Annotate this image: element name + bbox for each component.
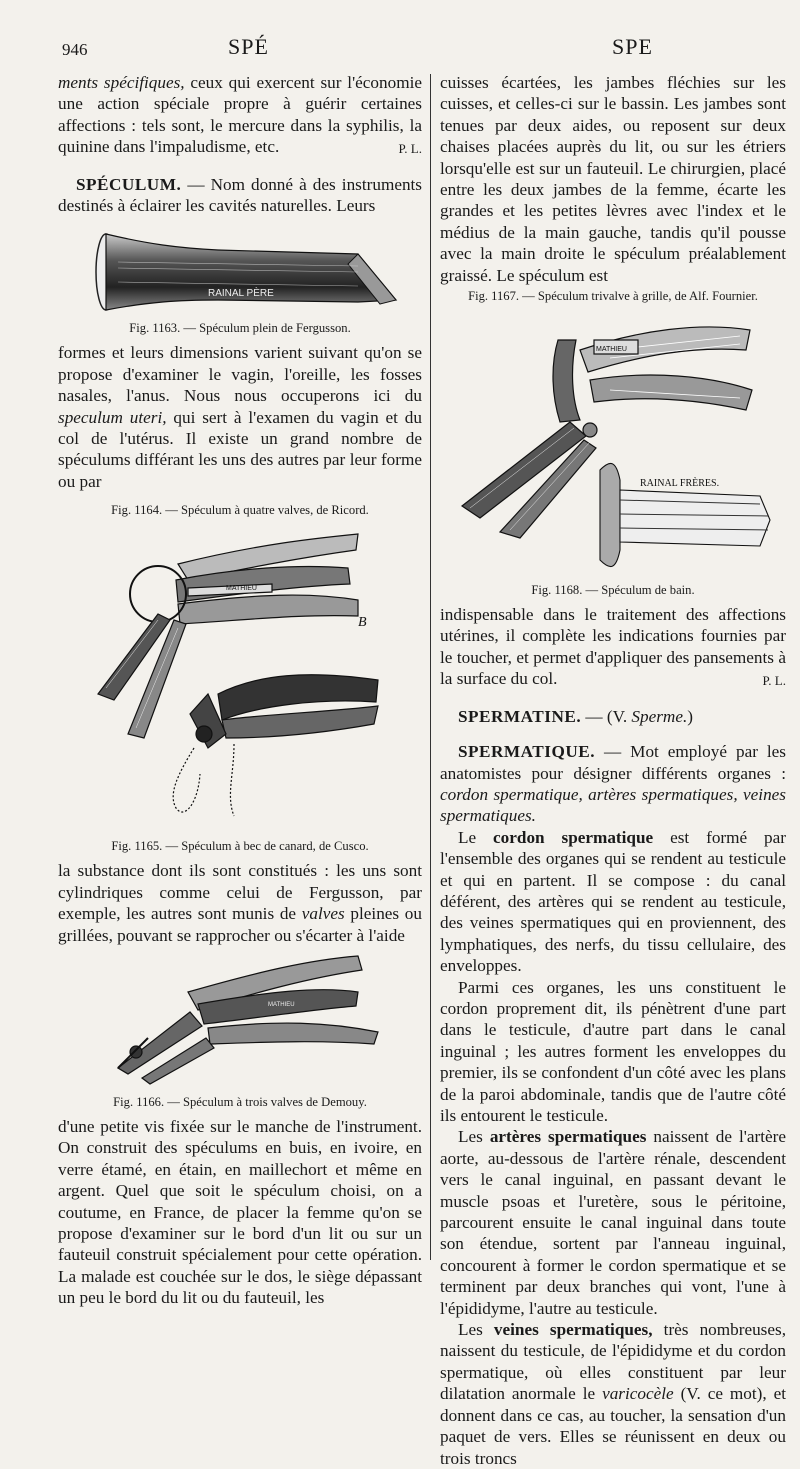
column-divider — [430, 74, 431, 1260]
maker-mark: MATHIEU — [268, 1001, 295, 1008]
maker-mark: MATHIEU — [226, 585, 257, 593]
author-signature: P. L. — [398, 141, 422, 157]
page-number: 946 — [62, 40, 88, 59]
paragraph-vis: d'une petite vis fixée sur le manche de l'instrument. On construit des spéculums en buis, en ivoire, en verre étamé, en étain, en maillechort et même en argent. Quel que soit le spéculum choisi, on a coutume, en France, de placer la femme qu'on se propose d'examiner sur le bord d'un lit ou sur un fauteuil construit spécialement pour cette opération. La malade est couchée sur le dos, le siège dépassant un peu le bord du lit ou du fauteuil, les — [58, 1116, 422, 1308]
paragraph-indispensable: indispensable dans le traitement des affections utérines, il complète les indications fournies par le toucher, et permet d'appliquer des pansements à la surface du col. P. L. — [440, 604, 786, 690]
running-header — [0, 30, 800, 60]
paragraph-formes: formes et leurs dimensions varient suivant qu'on se propose d'examiner le vagin, l'oreille, les fosses nasales, l'anus. Nous nous occuperons ici du speculum uteri, qui sert à l'examen du vagin et du col de l'utérus. Il existe un grand nombre de spéculums différant les uns des autres par leur forme ou par — [58, 343, 422, 491]
maker-mark: MATHIEU — [596, 346, 627, 354]
figure-1164-caption: Fig. 1164. — Spéculum à quatre valves, de Ricord. — [111, 503, 369, 518]
paragraph-cordon: Le cordon spermatique est formé par l'ensemble des organes qui se rendent au testicule et qui en partent. Il se compose : du canal déférent, des artères qui se rendent au testicule, des veines spermatiques qui en proviennent, des lymphatiques, des nerfs, du tissu cellulaire, des enveloppes. — [440, 827, 786, 976]
paragraph-organes: Parmi ces organes, les uns constituent le cordon proprement dit, ils pénètrent d'une part dans le testicule, d'autre part dans le canal inguinal ; les autres forment les enveloppes du premier, ils se confondent d'un côté avec les plans de la paroi abdominale, tandis que de l'autre côté ils entourent le testicule. — [440, 977, 786, 1125]
paragraph-substance: la substance dont ils sont constitués : les uns sont cylindriques comme celui de Fergusson, par exemple, les autres sont munis de valves pleines ou grillées, pouvant se rapprocher ou s'écarter à l'aide — [58, 861, 422, 945]
figure-letter: B — [358, 615, 367, 631]
paragraph-arteres: Les artères spermatiques naissent de l'artère aorte, au-dessous de l'artère rénale, descendent vers le canal inguinal, en passant devant le muscle psoas et l'uretère, sous le péritoine, parcourent ensuite le canal inguinal dans toute son étendue, sortent par l'anneau inguinal, concourent à former le cordon spermatique et se terminent par deux branches qui vont, l'une à l'épididyme, l'autre au testicule. — [440, 1127, 787, 1318]
right-column — [440, 72, 786, 1469]
entry-headword: SPÉCULUM. — [76, 174, 182, 194]
author-signature: P. L. — [762, 673, 786, 689]
left-column — [58, 72, 422, 1309]
fournier-bath-speculum-illustration — [440, 310, 786, 580]
figure-1163 — [58, 222, 422, 336]
entry-speculum: SPÉCULUM. — Nom donné à des instruments destinés à éclairer les cavités naturelles. Leurs — [58, 174, 422, 216]
figure-1167-caption: Fig. 1167. — Spéculum trivalve à grille, de Alf. Fournier. — [468, 289, 758, 304]
figure-caption: Fig. 1163. — Spéculum plein de Fergusson. — [129, 321, 351, 336]
running-head-left: SPÉ — [228, 34, 269, 59]
paragraph-specifiques: ments spécifiques, ceux qui exercent sur l'économie une action spéciale propre à guérir certaines affections : tels sont, le mercure dans la syphilis, la quinine dans l'impaludisme, etc. P. L. — [58, 72, 422, 158]
paragraph-cuisses: cuisses écartées, les jambes fléchies sur les cuisses, et celles-ci sur le bassin. Les jambes sont tenues par deux aides, ou reposent sur deux chaises placées auprès du lit, ou sur les étriers lorsqu'elle est sur un fauteuil. Le chirurgien, placé entre les deux jambes de la femme, écarte les grandes et les petites lèvres avec l'index et le médius de la main gauche, tandis qu'il pousse avec la main droite le spéculum préalablement graissé. Le spéculum est — [440, 73, 786, 285]
entry-headword: SPERMATINE. — [458, 706, 582, 726]
figure-1166 — [58, 952, 422, 1110]
entry-headword: SPERMATIQUE. — [458, 742, 595, 762]
maker-mark: RAINAL PÈRE — [208, 288, 274, 300]
entry-spermatique: SPERMATIQUE. — Mot employé par les anatomistes pour désigner différents organes : cordon spermatique, artères spermatiques, veines spermatiques. — [440, 742, 786, 826]
figure-1167-1168 — [440, 310, 786, 598]
figure-1165-caption: Fig. 1165. — Spéculum à bec de canard, de Cusco. — [111, 839, 369, 854]
running-head-right: SPE — [612, 34, 653, 59]
entry-spermatine: SPERMATINE. — (V. Sperme.) — [458, 706, 693, 726]
fergusson-speculum-illustration — [58, 222, 422, 318]
figure-1164-1165 — [58, 524, 422, 854]
italic-term: ments spécifiques, — [58, 73, 185, 92]
demouy-speculum-illustration — [58, 952, 422, 1092]
paragraph-veines: Les veines spermatiques, très nombreuses, naissent du testicule, de l'épididyme et du cordon spermatique, où elles constituent par leur dilatation anormale le varicocèle (V. ce mot), et donnent dans ce cas, au toucher, la sensation d'un paquet de vers. Elles se réunissent en deux ou trois troncs — [440, 1320, 786, 1468]
figure-1168-caption: Fig. 1168. — Spéculum de bain. — [531, 583, 695, 598]
figure-1166-caption: Fig. 1166. — Spéculum à trois valves de Demouy. — [113, 1094, 367, 1109]
ricord-cusco-speculum-illustration — [58, 524, 422, 836]
maker-mark: RAINAL FRÈRES. — [640, 478, 720, 490]
